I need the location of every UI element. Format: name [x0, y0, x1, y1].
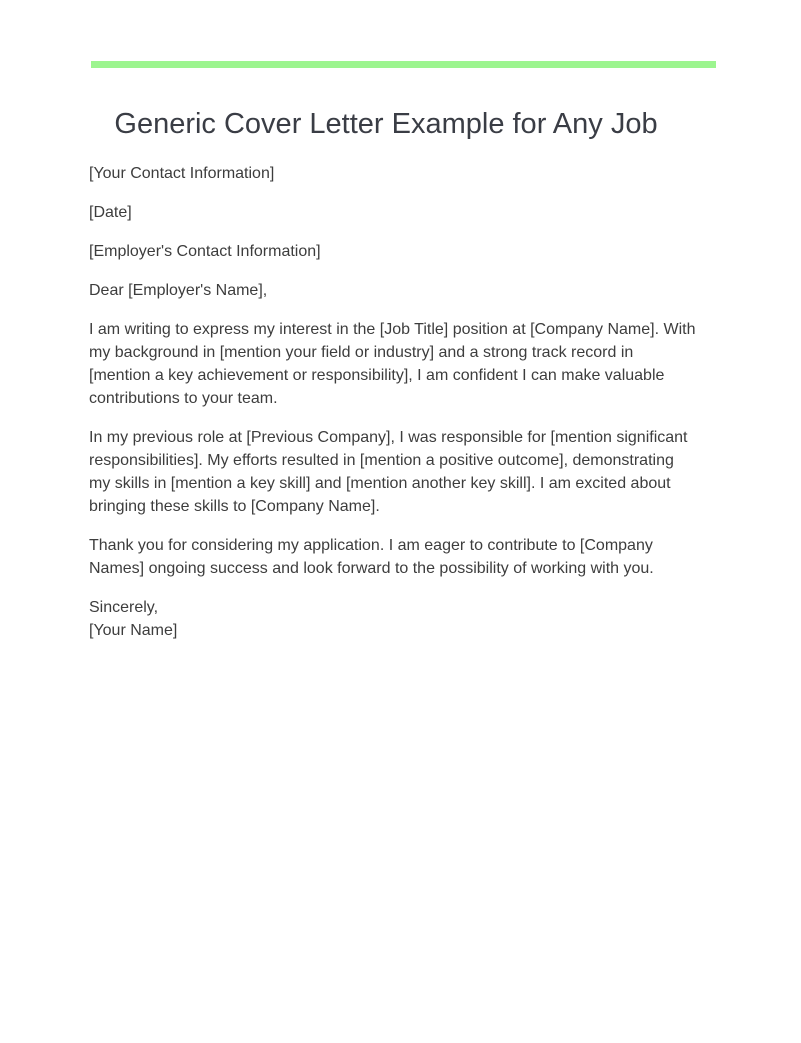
contact-info-line: [Your Contact Information]	[89, 165, 275, 182]
salutation: Dear [Employer's Name],	[89, 282, 268, 299]
accent-bar	[91, 61, 716, 68]
employer-contact-line: [Employer's Contact Information]	[89, 243, 321, 260]
paragraph-experience: In my previous role at [Previous Company], I was responsible for [mention significant responsibilities]. My efforts resulted in [mention a positive outcome], demonstrating my skills in [mention a key skill] and [mention another key skill]. I am excited about bringing these skills to [Company Name].	[89, 429, 688, 515]
page-title: Generic Cover Letter Example for Any Job	[114, 108, 658, 140]
letter-body	[89, 162, 699, 658]
closing-block	[89, 596, 699, 642]
date-line: [Date]	[89, 204, 132, 221]
signature-line: [Your Name]	[89, 622, 178, 639]
paragraph-intro: I am writing to express my interest in the [Job Title] position at [Company Name]. With my background in [mention your field or industry] and a strong track record in [mention a key achievement or responsibility], I am confident I can make valuable contributions to your team.	[89, 321, 696, 407]
closing-line: Sincerely,	[89, 599, 159, 616]
paragraph-closing: Thank you for considering my application. I am eager to contribute to [Company Names] ongoing success and look forward to the possibility of working with you.	[89, 537, 654, 577]
